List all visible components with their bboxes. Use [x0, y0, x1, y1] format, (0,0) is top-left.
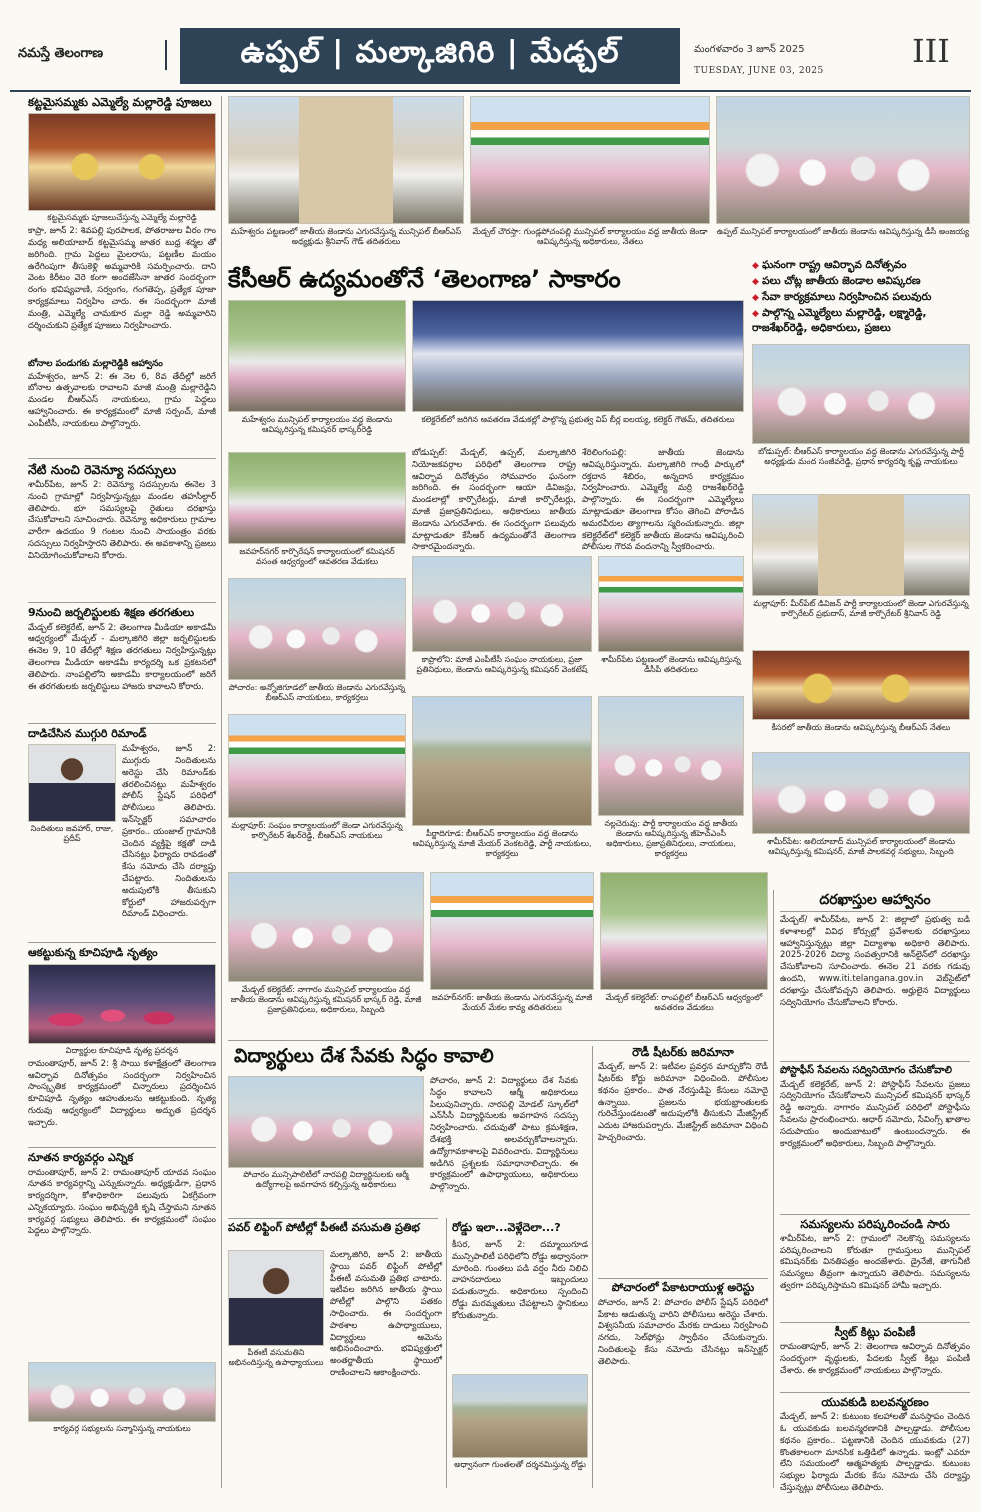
story-headline: కట్టమైసమ్మకు ఎమ్మెల్యే మల్లారెడ్డి పూజలు	[28, 95, 212, 109]
main-story-body: బోడుప్పల్: మేడ్చల్, ఉప్పల్, మల్కాజిగిరి నియోజకవర్గాల పరిధిలో తెలంగాణ రాష్ట్ర ఆవిర్భావ దినోత్సవం సోమవారం ఘనంగా జరిగింది. ఈ సందర్భంగా ఆయా డివిజన్లు, మండలాల్లో కార్పొరేటర్లు, మాజీ కార్పొరేటర్లు, మాజీ ప్రజాప్రతినిధులు, అధికారులు జాతీయ జెండాను ఎగురవేశారు. ఈ సందర్భంగా పలువురు మాట్లాడుతూ కేసీఆర్ ఉద్యమంతోనే తెలంగాణ సాకారమైందన్నారు.	[412, 448, 576, 553]
athlete-photo	[228, 1250, 324, 1346]
students-story	[228, 1076, 578, 1216]
event-photo	[598, 556, 744, 652]
photo-caption: మల్లాపూర్: మీర్‌పేట్ డివిజన్ పార్టీ కార్యాలయంలో జెండా ఎగురవేస్తున్న కార్పొరేటర్ ప్రభుదాస్, మాజీ కార్పొరేటర్ శ్రీనివాస్ రెడ్డి	[753, 599, 969, 618]
story-headline: 9నుంచి జర్నలిస్టులకు శిక్షణ తరగతులు	[28, 605, 195, 619]
mid-photo	[752, 650, 970, 746]
event-photo	[228, 578, 406, 680]
story-headline: పవర్ లిఫ్టింగ్ పోటీల్లో పీఈటీ వసుమతి ప్రతిభ	[228, 1221, 420, 1234]
event-photo	[752, 494, 970, 596]
photo-caption: జవహర్‌నగర్: జాతీయ జెండాను ఎగురవేస్తున్న మాజీ మేయర్ మేకల కావ్య తదితరులు	[431, 993, 593, 1012]
story-body: మహేశ్వరం, జూన్ 2: ఈ నెల 6, 8వ తేదీల్లో జరిగే బోనాల ఉత్సవాలకు రావాలని మాజీ మంత్రి మల్లారెడ్డిని మండల బీఆర్ఎస్ నాయకులు, గ్రామ పెద్దలు ఆహ్వానించారు. ఈ కార్యక్రమంలో మాజీ సర్పంచ్, మాజీ ఎంపీటీసీ, నాయకులు పాల్గొన్నారు.	[28, 371, 216, 429]
story-body: మేడ్చల్, జూన్ 2: ఇటీవల ప్రవర్తన మార్చుకోని రౌడీ షీటర్‌కు కోర్టు జరిమానా విధించింది. పోలీసుల కథనం ప్రకారం.. పాత నేరస్తుడిపై కేసులు నమోదై ఉన్నాయి. ప్రజలను భయభ్రాంతులకు గురిచేస్తుండటంతో అదుపులోకి తీసుకుని మేజిస్ట్రేట్ ఎదుట హాజరుపర్చారు. మేజిస్ట్రేట్ జరిమానా విధించి హెచ్చరించారు.	[598, 1062, 768, 1143]
mid-photo	[752, 344, 970, 490]
top-photo-1	[228, 96, 464, 258]
story-headline: యువకుడి బలవన్మరణం	[780, 1392, 970, 1409]
event-photo	[228, 96, 464, 224]
divider	[28, 942, 216, 943]
mid-photo	[228, 452, 406, 572]
page-number: III	[912, 32, 950, 70]
accused-photo	[28, 744, 116, 822]
story-body: శామీర్‌పేట, జూన్ 2: గ్రామంలో నెలకొన్న సమస్యలను పరిష్కరించాలని కోరుతూ గ్రామస్తులు మున్సిపల్ కమిషనర్‌కు వినతిపత్రం అందజేశారు. డ్రైనేజీ, తాగునీటి సమస్యలు తీవ్రంగా ఉన్నాయని తెలిపారు. సమస్యలను త్వరగా పరిష్కరిస్తామని కమిషనర్ హామీ ఇచ్చారు.	[780, 1233, 970, 1291]
photo-caption: మేడ్చల్ చౌరస్తా: గుండ్లపోచంపల్లి మున్సిపల్ కార్యాలయం వద్ద జాతీయ జెండా ఆవిష్కరిస్తున్న అధికారులు, నేతలు	[472, 227, 708, 246]
story-body: రామంతాపూర్, జూన్ 2: రామంతాపూర్ యాదవ సంఘం నూతన కార్యవర్గాన్ని ఎన్నుకున్నారు. అధ్యక్షుడిగా, ప్రధాన కార్యదర్శిగా, కోశాధికారిగా పలువురు ఏకగ్రీవంగా ఎన్నికయ్యారు. సంఘం అభివృద్ధికి కృషి చేస్తామని నూతన కార్యవర్గ సభ్యులు తెలిపారు. ఈ కార్యక్రమంలో సంఘం పెద్దలు పాల్గొన్నారు.	[28, 1167, 216, 1237]
column-divider	[592, 1046, 593, 1488]
event-photo	[752, 752, 970, 834]
story-headline: పోచారంలో పేకాటరాయుళ్ల అరెస్టు	[598, 1278, 768, 1295]
divider	[28, 458, 216, 459]
story-headline: దరఖాస్తుల ఆహ్వానం	[780, 892, 970, 912]
road-story	[452, 1240, 588, 1488]
mid-photo	[228, 872, 424, 1036]
photo-caption: మేడ్చల్ కలెక్టరేట్: రాంపల్లిలో బీఆర్ఎస్ ఆధ్వర్యంలో అవతరణ వేడుకలు	[605, 993, 763, 1012]
photo-caption: పోచారం: అన్నోజిగూడలో జాతీయ జెండాను ఎగురవేస్తున్న బీఆర్ఎస్ నాయకులు, కార్యకర్తలు	[228, 683, 406, 702]
story-body: పోచారం, జూన్ 2: పోచారం పోలీస్ స్టేషన్ పరిధిలో పేకాట ఆడుతున్న వారిని పోలీసులు అరెస్టు చేశారు. విశ్వసనీయ సమాచారం మేరకు దాడులు నిర్వహించి నగదు, సెల్‌ఫోన్లు స్వాధీనం చేసుకున్నారు. నిందితులపై కేసు నమోదు చేసినట్లు ఇన్‌స్పెక్టర్ తెలిపారు.	[598, 1297, 768, 1367]
top-photo-2	[470, 96, 710, 258]
photo-caption: పీర్జాదిగూడ: బీఆర్ఎస్ కార్యాలయం వద్ద జెండాను ఆవిష్కరిస్తున్న మాజీ మేయర్ వెంకటరెడ్డి, పార్టీ నాయకులు, కార్యకర్తలు	[412, 829, 592, 858]
event-photo	[752, 344, 970, 444]
mid-photo	[228, 714, 406, 866]
story-headline: నేటి నుంచి రెవెన్యూ సదస్సులు	[28, 461, 177, 477]
divider	[28, 602, 216, 603]
story-headline: ఆకట్టుకున్న కూచిపూడి నృత్యం	[28, 946, 158, 960]
mid-photo	[600, 872, 768, 1036]
photo-caption: అధ్వానంగా గుంతలతో దర్శనమిస్తున్న రోడ్డు	[454, 1460, 586, 1469]
story-body: మేడ్చల్, జూన్ 2: కుటుంబ కలహాలతో మనస్తాపం చెందిన ఓ యువకుడు బలవన్మరణానికి పాల్పడ్డాడు. పోలీసుల కథనం ప్రకారం.. పట్టణానికి చెందిన యువకుడు (27) కొంతకాలంగా మానసిక ఒత్తిడిలో ఉన్నాడు. ఇంట్లో ఎవరూ లేని సమయంలో ఆత్మహత్యకు పాల్పడ్డాడు. కుటుంబ సభ్యుల ఫిర్యాదు మేరకు కేసు నమోదు చేసి దర్యాప్తు చేస్తున్నట్లు పోలీసులు తెలిపారు.	[780, 1412, 970, 1494]
story-body: కీసర, జూన్ 2: దమ్మాయిగూడ మున్సిపాలిటీ పరిధిలోని రోడ్డు అధ్వానంగా మారింది. గుంతలు పడి వర్షం నీరు నిలిచి వాహనదారులు ఇబ్బందులు పడుతున్నారు. అధికారులు స్పందించి రోడ్డు మరమ్మతులు చేపట్టాలని స్థానికులు కోరుతున్నారు.	[452, 1240, 588, 1321]
road-photo	[452, 1374, 588, 1458]
photo-caption: నిందితులు జవహార్, రాజు, ప్రదీప్	[30, 824, 114, 844]
story-headline: స్వీట్ కిట్లు పంపిణీ	[780, 1322, 970, 1339]
right-column	[780, 892, 970, 1494]
photo-caption: పోచారం మున్సిపాలిటీలో నారపల్లి విద్యార్థినులకు ఆర్మీ ఉద్యోగాలపై అవగాహన కల్పిస్తున్న అధికారులు	[243, 1170, 409, 1189]
story-body: మేడ్చల్ కలెక్టరేట్, జూన్ 2: పోస్టాఫీస్ సేవలను ప్రజలు సద్వినియోగం చేసుకోవాలని మున్సిపల్ కమిషనర్ భాస్కర్ రెడ్డి అన్నారు. నాగారం మున్సిపల్ పరిధిలో పోస్టాఫీసు సేవలను ప్రారంభించారు. ఆధార్ నమోదు, సేవింగ్స్ ఖాతాల సదుపాయం అందుబాటులో ఉంటుందన్నారు. ఈ కార్యక్రమంలో అధికారులు, సిబ్బంది పాల్గొన్నారు.	[780, 1079, 970, 1149]
main-story-body: శేరిలింగంపల్లి: జాతీయ జెండాను ఆవిష్కరిస్తున్నారు. మల్కాజిగిరి గాంధీ పార్కులో రక్తదాన శిబిరం, అన్నదాన కార్యక్రమం నిర్వహించారు. ఎమ్మెల్యే మర్రి రాజశేఖర్‌రెడ్డి పాల్గొన్నారు. ఈ సందర్భంగా ఎమ్మెల్యేలు మాట్లాడుతూ తెలంగాణ కోసం తెగించి పోరాడిన అమరవీరుల త్యాగాలను స్మరించుకున్నారు. జిల్లా కలెక్టరేట్‌లో కలెక్టర్ జాతీయ జెండాను ఆవిష్కరించి పోలీసుల గౌరవ వందనాన్ని స్వీకరించారు.	[582, 448, 744, 553]
mid-photo	[228, 300, 406, 446]
photo-caption: మల్లాపూర్: సంఘం కార్యాలయంలో జెండా ఎగురవేస్తున్న కార్పొరేటర్ శేఖర్‌రెడ్డి, బీఆర్ఎస్ నాయకులు	[231, 821, 403, 840]
event-photo	[430, 872, 594, 990]
mid-photo	[412, 696, 592, 866]
highlight-item: ◆ పాల్గొన్న ఎమ్మెల్యేలు మల్లారెడ్డి, లక్ష్మారెడ్డి, రాజశేఖర్‌రెడ్డి, అధికారులు, ప్రజలు	[752, 306, 970, 335]
story-body: మేడ్చల్ కలెక్టరేట్, జూన్ 2: తెలంగాణ మీడియా అకాడమీ ఆధ్వర్యంలో మేడ్చల్ - మల్కాజిగిరి జిల్లా జర్నలిస్టులకు ఈనెల 9, 10 తేదీల్లో శిక్షణ తరగతులు నిర్వహిస్తున్నట్లు తెలంగాణ మీడియా అకాడమీ కార్యదర్శి ఒక ప్రకటనలో తెలిపారు. నాంపల్లిలోని అకాడమీ కార్యాలయంలో జరిగే ఈ తరగతులకు జర్నలిస్టులు హాజరు కావాలని కోరారు.	[28, 622, 216, 692]
divider	[28, 1147, 216, 1148]
story-headline: రౌడీ షీటర్‌కు జరిమానా	[632, 1045, 734, 1059]
story-body: కాప్రా, జూన్ 2: శివపల్లి పురపాలక, పోతరాజుల వీరం గాం మధ్య అలియాబాద్ కట్టమైసమ్మ జాతర బుధ్ర శర్మల తో జరిగింది. గ్రామ పెద్దలు మైలరాసు, పట్టణీల మయం ఉరేగింపుగా తీసుకెళ్లి అమ్మవారికి సమర్పించారు. దాని వెంట కిరీటం వెరె కంగా అందజేసినా జాతర సందర్భంగా రంగం భవిష్యవాణి, సర్వంగం, గంగతెప్ప, ప్రత్యేక పూజా కార్యక్రమాలు నిర్వహిం చారు. ఈ సందర్భంగా మాజీ మంత్రి, ఎమ్మెల్యే చామకూర మల్లా రెడ్డి అమ్మవారిని దర్శించుకుని ప్రత్యేక పూజలు నిర్వహించారు.	[28, 226, 216, 331]
photo-caption: పీఈటీ వసుమతిని అభినందిస్తున్న ఉపాధ్యాయులు	[228, 1348, 324, 1367]
photo-caption: మహేశ్వరం మున్సిపల్ కార్యాలయం వద్ద జెండాను ఆవిష్కరిస్తున్న కమిషనర్ భాస్కర్‌రెడ్డి	[241, 415, 393, 434]
photo-caption: శామీర్‌పేట పట్టణంలో జెండాను ఆవిష్కరిస్తున్న డీసీపీ తదితరులు	[601, 655, 741, 674]
mid-photo	[412, 300, 744, 446]
event-photo	[228, 452, 406, 544]
mid-photo	[430, 872, 594, 1036]
story-body: మల్కాజిగిరి, జూన్ 2: జాతీయ స్థాయి పవర్ లిఫ్టింగ్ పోటీల్లో పీఈటీ వసుమతి ప్రతిభ చాటారు. ఇటీవల జరిగిన జాతీయ స్థాయి పోటీల్లో పాల్గొని పతకం సాధించారు. ఈ సందర్భంగా పాఠశాల ఉపాధ్యాయులు, విద్యార్థులు ఆమెను అభినందించారు. భవిష్యత్తులో అంతర్జాతీయ స్థాయిలో రాణించాలని ఆకాంక్షించారు.	[330, 1250, 442, 1378]
event-photo	[598, 696, 744, 816]
story-headline: నూతన కార్యవర్గం ఎన్నిక	[28, 1150, 134, 1164]
photo-caption: కార్యవర్గ సభ్యులను సన్మానిస్తున్న నాయకులు	[53, 1423, 191, 1433]
story-headline: సమస్యలను పరిష్కరించండి సారు	[780, 1214, 970, 1231]
edition-banner: ఉప్పల్ | మల్కాజిగిరి | మేడ్చల్	[180, 28, 680, 84]
section-divider	[228, 1040, 768, 1041]
event-photo	[412, 556, 592, 652]
event-photo	[412, 696, 592, 826]
photo-caption: నల్లచెరువు: పార్టీ కార్యాలయం వద్ద జాతీయ జెండాను ఆవిష్కరిస్తున్న జీహెచ్ఎంసీ అధికారులు, ప్రజాప్రతినిధులు, నాయకులు, కార్యకర్తలు	[604, 819, 738, 858]
photo-caption: మేడ్చల్ కలెక్టరేట్: నాగారం మున్సిపల్ కార్యాలయం వద్ద జాతీయ జెండాను ఆవిష్కరిస్తున్న కమిషనర్ భాస్కర్ రెడ్డి, మాజీ ప్రజాప్రతినిధులు, అధికారులు, సిబ్బంది	[230, 985, 422, 1014]
main-headline: కేసీఆర్ ఉద్యమంతోనే ‘తెలంగాణ’ సాకారం	[228, 265, 621, 293]
divider	[28, 723, 216, 724]
association-photo	[28, 1362, 216, 1422]
powerlifting-story	[228, 1250, 442, 1488]
highlight-item: ◆ ఘనంగా రాష్ట్ర ఆవిర్భావ దినోత్సవం	[752, 258, 970, 274]
students-photo	[228, 1076, 424, 1168]
story-body: రామంతాపూర్, జూన్ 2: తెలంగాణ ఆవిర్భావ దినోత్సవం సందర్భంగా వృద్ధులకు, పేదలకు స్వీట్ కిట్లు పంపిణీ చేశారు. ఈ కార్యక్రమంలో నాయకులు పాల్గొన్నారు.	[780, 1342, 970, 1376]
story-headline: దాడిచేసిన ముగ్గురి రిమాండ్	[28, 726, 147, 740]
photo-caption: బోడుప్పల్: బీఆర్ఎస్ కార్యాలయం వద్ద జెండాను ఎగురవేస్తున్న పార్టీ అధ్యక్షుడు మంద సంజీవరెడ్డి, ప్రధాన కార్యదర్శి కృష్ణ నాయకులు	[758, 447, 964, 466]
photo-caption: ఉప్పల్ మున్సిపల్ కార్యాలయంలో జాతీయ జెండాను ఆవిష్కరిస్తున్న డీసీ అంజయ్య	[716, 227, 970, 236]
story-headline: రోడ్డు ఇలా...వెళ్లేదెలా...?	[452, 1221, 561, 1234]
date-telugu: మంగళవారం 3 జూన్ 2025	[694, 44, 805, 55]
column-divider	[446, 1218, 447, 1488]
story-headline: పోస్టాఫీస్ సేవలను సద్వినియోగం చేసుకోవాలి	[780, 1061, 970, 1077]
photo-caption: శామీర్‌పేట: అలియాబాద్ మున్సిపల్ కార్యాలయంలో జెండాను ఆవిష్కరిస్తున్న కమిషనర్, మాజీ పాలకవర్గ సభ్యులు, సిబ్బంది	[766, 837, 956, 856]
mid-photo	[412, 556, 592, 690]
photo-caption: కలెక్టరేట్‌లో జరిగిన ఆవతరణ వేడుకల్లో పాల్గొన్న ప్రభుత్వ విప్ బీర్ల ఐలయ్య, కలెక్టర్ గౌతమ్, తదితరులు	[421, 415, 735, 424]
mid-photo	[598, 696, 744, 866]
mid-photo	[228, 578, 406, 708]
photo-caption: కాప్రాలోని: మాజీ ఎంపీటీసీ సంఘం నాయకులు, ప్రజా ప్రతినిధులు, జెండాను ఆవిష్కరిస్తున్న కమిషనర్ వెంకటేష్	[416, 655, 588, 674]
column-divider	[221, 96, 222, 1488]
event-photo	[752, 650, 970, 720]
event-photo	[228, 300, 406, 412]
dance-photo	[28, 964, 216, 1044]
event-photo	[470, 96, 710, 224]
story-body: రామంతాపూర్, జూన్ 2: శ్రీ సాయి కళాక్షేత్రంలో తెలంగాణ ఆవిర్భావ దినోత్సవం సందర్భంగా నిర్వహించిన సాంస్కృతిక కార్యక్రమంలో చిన్నారులు ప్రదర్శించిన కూచిపూడి నృత్యం ఆహుతులను ఆకట్టుకుంది. నృత్య గురువు ఆధ్వర్యంలో విద్యార్థులు అద్భుత ప్రదర్శన ఇచ్చారు.	[28, 1058, 216, 1128]
photo-caption: జవహర్‌నగర్ కార్పొరేషన్ కార్యాలయంలో కమిషనర్ వసంత ఆధ్వర్యంలో ఆవతరణ వేడుకలు	[239, 547, 395, 566]
story-body: మేడ్చల్/ శామీర్‌పేట, జూన్ 2: జిల్లాలో ప్రభుత్వ బడి కళాశాలల్లో వివిధ కోర్సుల్లో ప్రవేశాలకు దరఖాస్తులు ఆహ్వానిస్తున్నట్లు జిల్లా విద్యాశాఖ అధికారి తెలిపారు. 2025-2026 విద్యా సంవత్సరానికి ఆన్‌లైన్‌లో దరఖాస్తు చేసుకోవాలని సూచించారు. ఈనెల 21 వరకు గడువు ఉందని, www.iti.telangana.gov.in వెబ్‌సైట్‌లో దరఖాస్తు చేసుకోవచ్చని తెలిపారు. అర్హులైన విద్యార్థులు సద్వినియోగం చేసుకోవాలని కోరారు.	[780, 915, 970, 1008]
section-divider	[228, 1218, 438, 1219]
photo-caption: విద్యార్థుల కూచిపూడి నృత్య ప్రదర్శన	[65, 1045, 179, 1055]
mid-photo	[752, 494, 970, 644]
story-body: శామీర్‌పేట, జూన్ 2: రెవెన్యూ సదస్సులను ఈనెల 3 నుంచి గ్రామాల్లో నిర్వహిస్తున్నట్లు మండల తహసీల్దార్ తెలిపారు. భూ సమస్యలపై రైతులు దరఖాస్తు చేసుకోవాలని సూచించారు. రెవెన్యూ అధికారులు గ్రామాల వారీగా ఉదయం 9 గంటల నుంచి సాయంత్రం వరకు సదస్సులు నిర్వహిస్తారని తెలిపారు. ఈ అవకాశాన్ని ప్రజలు వినియోగించుకోవాలని కోరారు.	[28, 479, 216, 561]
crime-stories	[598, 1046, 768, 1488]
story-body: మహేశ్వరం, జూన్ 2: ముగ్గురు నిందితులను అరెస్టు చేసి రిమాండ్‌కు తరలించినట్లు మహేశ్వరం పోలీస్ స్టేషన్ పరిధిలో పోలీసులు తెలిపారు. ఇన్‌స్పెక్టర్ సమాచారం ప్రకారం.. యంజాల్ గ్రామానికి చెందిన వ్యక్తిపై కక్షతో దాడి చేసినట్లు ఫిర్యాదు రావడంతో కేసు నమోదు చేసి దర్యాప్తు చేపట్టారు. నిందితులను అదుపులోకి తీసుకుని కోర్టులో హాజరుపర్చగా రిమాండ్ విధించారు.	[122, 744, 216, 920]
mid-photo	[598, 556, 744, 690]
story-headline: విద్యార్థులు దేశ సేవకు సిద్ధం కావాలి	[234, 1045, 494, 1067]
event-photo	[412, 300, 744, 412]
story-headline: బోనాల పండుగకు మల్లారెడ్డికి ఆహ్వానం	[28, 359, 163, 370]
highlight-item: ◆ పలు చోట్ల జాతీయ జెండాల ఆవిష్కరణ	[752, 274, 970, 290]
highlights-box	[752, 258, 970, 342]
story-photo	[28, 113, 216, 211]
event-photo	[228, 714, 406, 818]
masthead-rule	[10, 90, 971, 92]
event-photo	[716, 96, 970, 224]
mid-photo	[752, 752, 970, 882]
newspaper-brand: నమస్తే తెలంగాణ	[12, 40, 167, 70]
event-photo	[228, 872, 424, 982]
photo-caption: మహేశ్వరం పట్టణంలో జాతీయ జెండాను ఎగురవేస్తున్న మున్సిపల్ బీఆర్ఎస్ అధ్యక్షుడు శ్రీనివాస్ గౌడ్ తదితరులు	[230, 227, 462, 246]
photo-caption: కీసరలో జాతీయ జెండాను ఆవిష్కరిస్తున్న బీఆర్ఎస్ నేతలు	[771, 723, 951, 732]
photo-caption: కట్టమైసమ్మకు పూజలుచేస్తున్న ఎమ్మెల్యే మల్లారెడ్డి	[47, 213, 197, 223]
column-divider	[773, 890, 774, 1488]
left-column	[28, 96, 216, 1488]
date-english: TUESDAY, JUNE 03, 2025	[694, 66, 824, 76]
top-photo-3	[716, 96, 970, 258]
story-body: పోచారం, జూన్ 2: విద్యార్థులు దేశ సేవకు సిద్ధం కావాలని ఆర్మీ అధికారులు పిలుపునిచ్చారు. నారపల్లి మోడల్ స్కూల్‌లో ఎన్‌సీసీ విద్యార్థినులకు అవగాహన సదస్సు నిర్వహించారు. చదువుతో పాటు క్రమశిక్షణ, దేశభక్తి అలవర్చుకోవాలన్నారు. ఉద్యోగావకాశాలపై వివరించారు. విద్యార్థినులు అడిగిన ప్రశ్నలకు సమాధానాలిచ్చారు. ఈ కార్యక్రమంలో ఉపాధ్యాయులు, అధికారులు పాల్గొన్నారు.	[430, 1076, 578, 1193]
highlight-item: ◆ సేవా కార్యక్రమాలు నిర్వహించిన పలువురు	[752, 290, 970, 306]
event-photo	[600, 872, 768, 990]
